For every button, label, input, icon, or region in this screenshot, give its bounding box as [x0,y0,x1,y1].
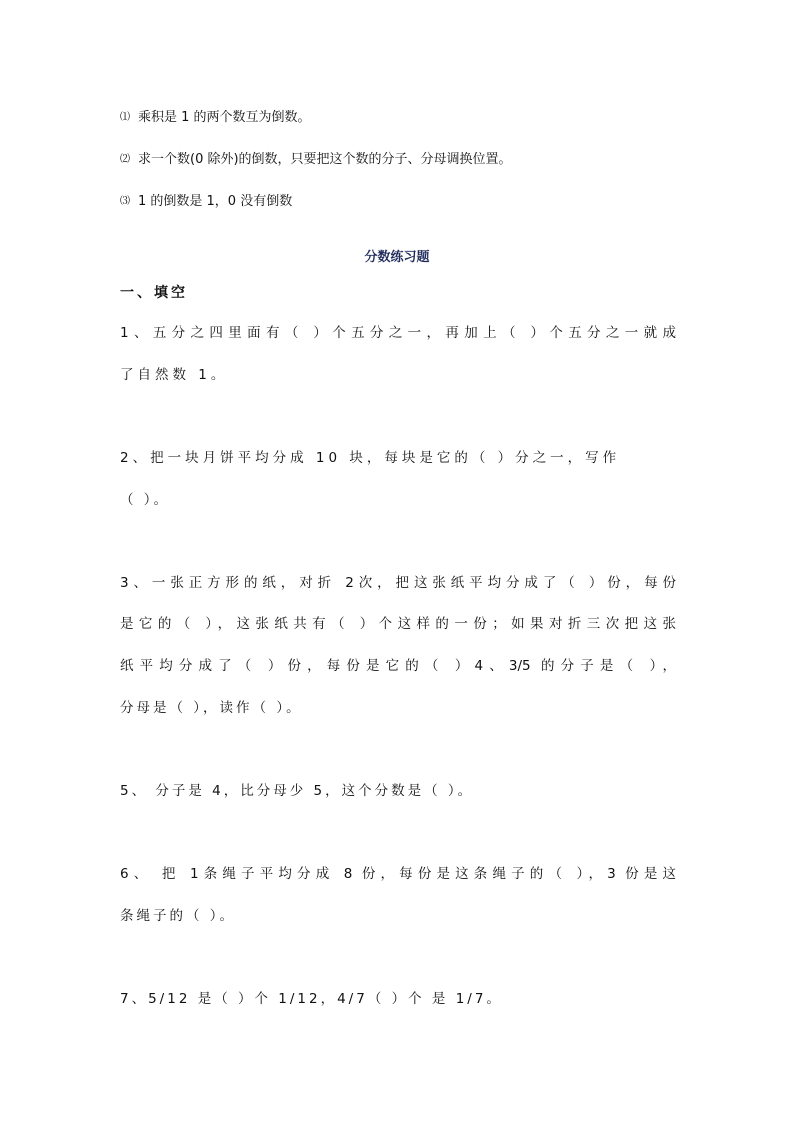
section-heading: 一、填空 [120,285,188,301]
page-title: 分数练习题 [364,250,430,265]
question-2-line-2: （ ）。 [120,492,171,508]
rule-2-number: ⑵ [120,154,130,165]
question-2-line-1: 2、把一块月饼平均分成 10 块，每块是它的（ ）分之一，写作 [120,450,621,466]
rule-2 [120,151,512,169]
question-7-line-1: 7、5/12 是（ ）个 1/12，4/7（ ）个 是 1/7。 [120,991,503,1007]
question-5-line-1: 5、 分子是 4，比分母少 5，这个分数是（ ）。 [120,783,475,799]
rule-3-number: ⑶ [120,196,130,207]
question-3-line-1: 3、一张正方形的纸，对折 2次，把这张纸平均分成了（ ）份，每份 [120,575,676,591]
rule-1 [120,109,311,127]
rule-1-number: ⑴ [120,112,130,123]
rule-1-text: 乘积是 1 的两个数互为倒数。 [138,110,311,125]
question-3-line-3: 纸平均分成了（ ）份，每份是它的（ ）4、3/5 的分子是（ ）， [120,658,676,674]
question-6-line-2: 条绳子的（ ）。 [120,908,237,924]
rule-3 [120,193,292,211]
rule-2-text: 求一个数(0 除外)的倒数，只要把这个数的分子、分母调换位置。 [138,152,512,167]
rule-3-text: 1 的倒数是 1，0 没有倒数 [138,194,293,209]
question-3-line-2: 是它的（ ），这张纸共有（ ）个这样的一份；如果对折三次把这张 [120,616,676,632]
question-3-line-4: 分母是（ ），读作（ ）。 [120,700,303,716]
question-6-line-1: 6、 把 1条绳子平均分成 8 份，每份是这条绳子的（ ），3 份是这 [120,866,676,882]
question-1-line-1: 1、五分之四里面有（ ）个五分之一，再加上（ ）个五分之一就成 [120,325,676,341]
question-1-line-2: 了自然数 1。 [120,367,229,383]
